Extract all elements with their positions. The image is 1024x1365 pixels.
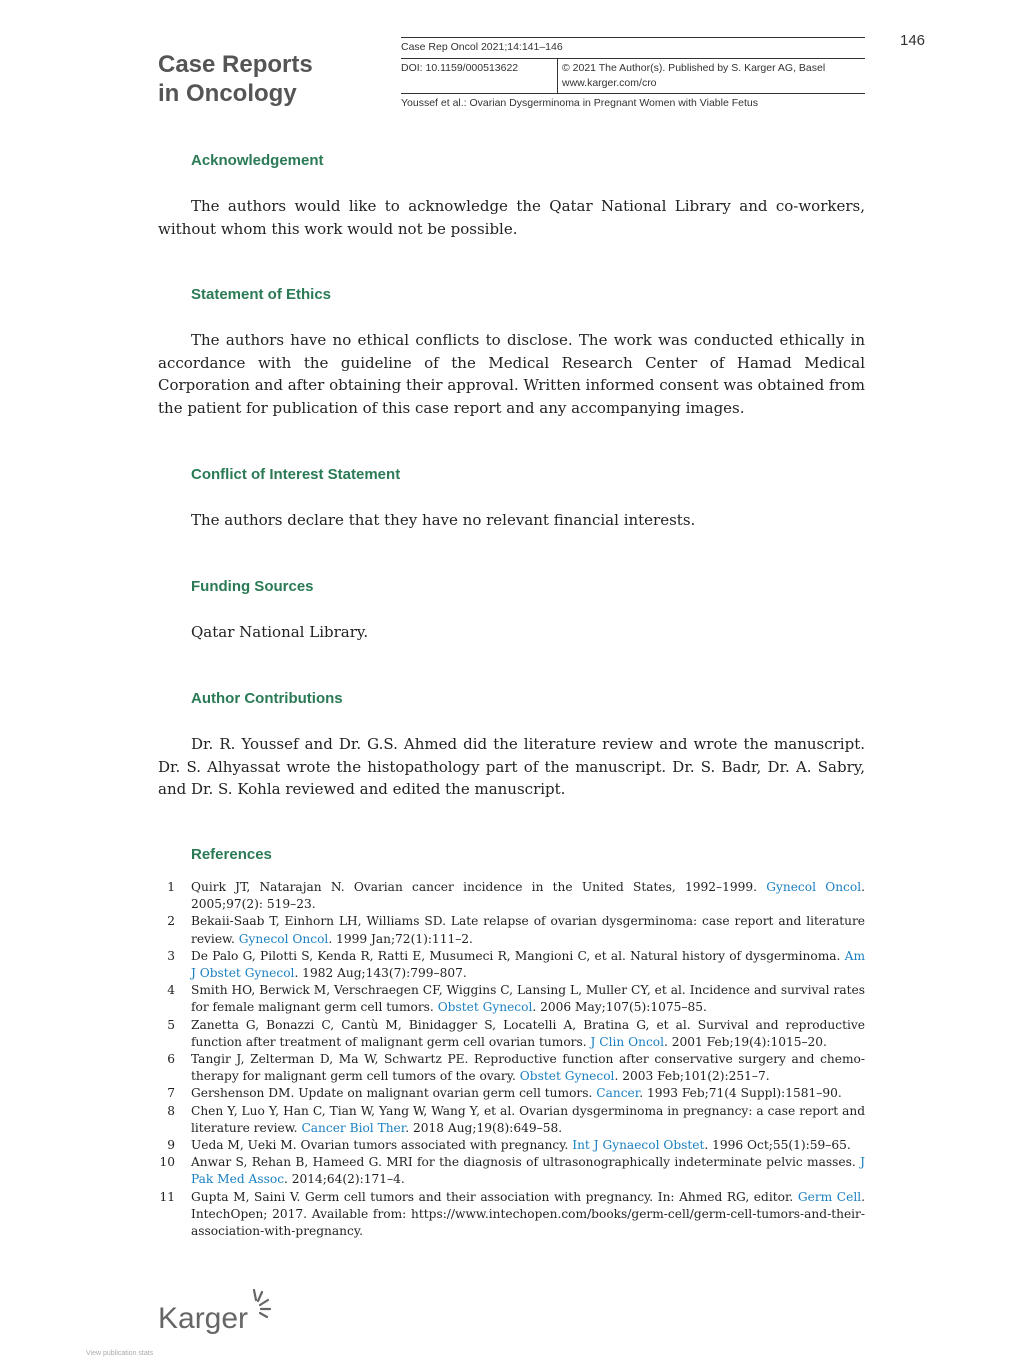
view-stats-link[interactable]: View publication stats [86, 1350, 154, 1357]
reference-list [158, 879, 865, 1240]
reference-journal-link[interactable]: Gynecol Oncol [238, 931, 329, 946]
reference-details: . 2001 Feb;19(4):1015–20. [664, 1034, 827, 1049]
reference-item [158, 982, 865, 1016]
reference-details: . 2018 Aug;19(8):649–58. [405, 1120, 563, 1135]
reference-text: Chen Y, Luo Y, Han C, Tian W, Yang W, Wang Y, et al. Ovarian dysgerminoma in pregnancy: a case report and literature review. [191, 1103, 865, 1135]
copyright: © 2021 The Author(s). Published by S. Karger AG, Basel [562, 62, 826, 74]
contributions-paragraph: Dr. R. Youssef and Dr. G.S. Ahmed did the literature review and wrote the manuscript. Dr. S. Alhyassat wrote the histopathology part of the manuscript. Dr. S. Badr, Dr. A. Sabry, and Dr. S. Kohla reviewed and edited the manuscript. [158, 735, 865, 799]
reference-number: 11 [159, 1189, 175, 1204]
reference-text: Zanetta G, Bonazzi C, Cantù M, Binidagger S, Locatelli A, Bratina G, et al. Survival and reproductive function after treatment of malignant germ cell ovarian tumors. [191, 1017, 865, 1049]
contributions-text [158, 733, 865, 801]
reference-number: 3 [167, 948, 175, 963]
funding-heading: Funding Sources [191, 578, 314, 595]
reference-journal-link[interactable]: Cancer [596, 1086, 640, 1101]
reference-details: . 2005;97(2): 519–23. [191, 880, 865, 912]
ethics-paragraph: The authors have no ethical conflicts to disclose. The work was conducted ethically in accordance with the guideline of the Medical Research Center of Hamad Medical Corporation and after obtaining their approval. Written informed consent was obtained from the patient for publication of this case report and any accompanying images. [158, 331, 865, 417]
reference-number: 7 [167, 1086, 175, 1101]
reference-journal-link[interactable]: Obstet Gynecol [437, 1000, 533, 1015]
reference-number: 9 [167, 1138, 175, 1153]
reference-text: Smith HO, Berwick M, Verschraegen CF, Wiggins C, Lansing L, Muller CY, et al. Incidence and survival rates for female malignant germ cell tumors. [191, 983, 865, 1015]
reference-item [158, 913, 865, 947]
page-number: 146 [900, 32, 926, 49]
reference-item [158, 1085, 865, 1102]
reference-journal-link[interactable]: J Clin Oncol [590, 1034, 665, 1049]
reference-text: Ueda M, Ueki M. Ovarian tumors associated with pregnancy. [191, 1138, 573, 1153]
citation: Case Rep Oncol 2021;14:141–146 [401, 41, 563, 53]
reference-journal-link[interactable]: Cancer Biol Ther [301, 1120, 406, 1135]
contributions-heading: Author Contributions [191, 690, 343, 707]
funding-text [158, 621, 865, 644]
header-rule-bottom [401, 93, 865, 94]
reference-item [158, 1137, 865, 1154]
reference-details: . IntechOpen; 2017. Available from: https://www.intechopen.com/books/germ-cell/germ-cell-tumors-and-their-association-with-pregnancy. [191, 1189, 865, 1239]
reference-item [158, 1189, 865, 1241]
doi[interactable]: DOI: 10.1159/000513622 [401, 62, 519, 74]
reference-journal-link[interactable]: Germ Cell [797, 1189, 862, 1204]
reference-number: 1 [167, 880, 175, 894]
reference-number: 4 [167, 983, 175, 998]
running-title: Youssef et al.: Ovarian Dysgerminoma in Pregnant Women with Viable Fetus [401, 97, 758, 109]
journal-title-line1: Case Reports [158, 51, 313, 78]
reference-text: Bekaii-Saab T, Einhorn LH, Williams SD. Late relapse of ovarian dysgerminoma: case report and literature review. [191, 914, 865, 946]
karger-logo [158, 1288, 278, 1338]
journal-title [158, 50, 313, 108]
header-rule-top [401, 37, 865, 38]
reference-number: 2 [167, 914, 175, 929]
reference-details: . 1996 Oct;55(1):59–65. [704, 1138, 851, 1153]
header-rule-mid [401, 58, 865, 59]
acknowledgement-paragraph: The authors would like to acknowledge the Qatar National Library and co-workers, without whom this work would not be possible. [158, 197, 865, 238]
acknowledgement-text [158, 195, 865, 240]
reference-text: Anwar S, Rehan B, Hameed G. MRI for the diagnosis of ultrasonographically indeterminate pelvic masses. [191, 1155, 861, 1170]
reference-item [158, 1051, 865, 1085]
reference-journal-link[interactable]: Int J Gynaecol Obstet [572, 1138, 705, 1153]
reference-journal-link[interactable]: Am J Obstet Gynecol [191, 948, 865, 981]
reference-journal-link[interactable]: Obstet Gynecol [519, 1069, 615, 1084]
reference-journal-link[interactable]: Gynecol Oncol [766, 880, 862, 894]
reference-text: Tangir J, Zelterman D, Ma W, Schwartz PE. Reproductive function after conservative surgery and chemo-therapy for malignant germ cell tumors of the ovary. [191, 1052, 865, 1084]
references-heading: References [191, 846, 272, 863]
reference-item [158, 1017, 865, 1051]
reference-details: . 1993 Feb;71(4 Suppl):1581–90. [639, 1086, 842, 1101]
reference-text: Gupta M, Saini V. Germ cell tumors and their association with pregnancy. In: Ahmed RG, editor. [191, 1189, 798, 1204]
reference-details: . 2014;64(2):171–4. [284, 1172, 405, 1187]
header-divider [557, 58, 558, 93]
karger-logo-wordmark: Karger [158, 1302, 249, 1334]
journal-title-line2: in Oncology [158, 80, 297, 107]
reference-number: 5 [167, 1017, 175, 1032]
reference-details: . 1999 Jan;72(1):111–2. [328, 931, 473, 946]
reference-item [158, 948, 865, 982]
funding-paragraph: Qatar National Library. [191, 623, 369, 641]
reference-journal-link[interactable]: J Pak Med Assoc [191, 1155, 865, 1187]
reference-item [158, 1154, 865, 1188]
reference-text: Quirk JT, Natarajan N. Ovarian cancer incidence in the United States, 1992–1999. [191, 880, 767, 894]
conflict-text [158, 509, 865, 532]
reference-number: 10 [159, 1155, 175, 1170]
conflict-paragraph: The authors declare that they have no relevant financial interests. [191, 511, 696, 529]
conflict-heading: Conflict of Interest Statement [191, 466, 401, 483]
reference-item [158, 879, 865, 913]
reference-details: . 1982 Aug;143(7):799–807. [294, 966, 467, 981]
reference-text: Gershenson DM. Update on malignant ovarian germ cell tumors. [191, 1086, 597, 1101]
reference-details: . 2006 May;107(5):1075–85. [532, 1000, 707, 1015]
reference-number: 8 [167, 1103, 175, 1118]
karger-logo-mark [158, 1288, 278, 1334]
website-link[interactable]: www.karger.com/cro [562, 77, 657, 89]
reference-text: De Palo G, Pilotti S, Kenda R, Ratti E, Musumeci R, Mangioni C, et al. Natural history of dysgerminoma. [191, 948, 845, 963]
ethics-heading: Statement of Ethics [191, 286, 332, 303]
reference-number: 6 [167, 1052, 175, 1067]
karger-sparkle-icon [254, 1290, 270, 1317]
reference-details: . 2003 Feb;101(2):251–7. [614, 1069, 770, 1084]
acknowledgement-heading: Acknowledgement [191, 152, 324, 169]
ethics-text [158, 329, 865, 419]
reference-item [158, 1103, 865, 1137]
